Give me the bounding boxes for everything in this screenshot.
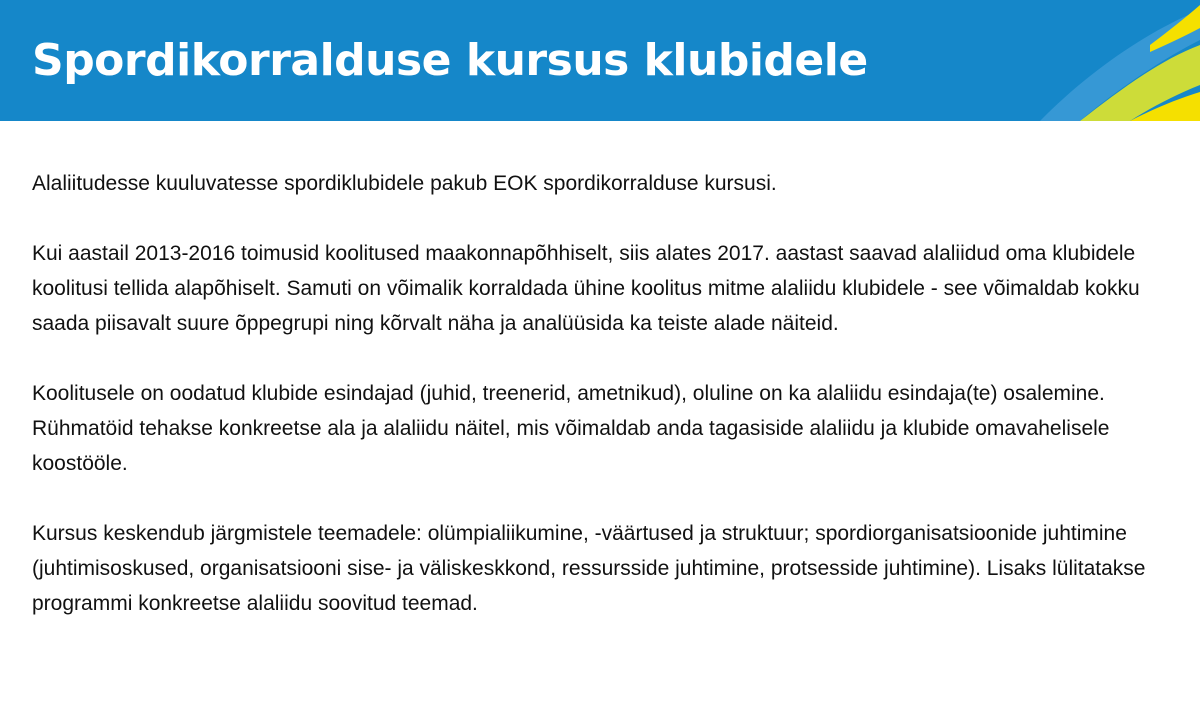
paragraph-history: Kui aastail 2013-2016 toimusid koolitused maakonnapõhhiselt, siis alates 2017. aastast saavad alaliidud oma klubidele koolitusi tellida alapõhiselt. Samuti on võimalik korraldada ühine koolitus mitme alaliidu klubidele - see võimaldab kokku saada piisavalt suure õppegrupi ning kõrvalt näha ja analüüsida ka teiste alade näiteid. [32,242,1140,335]
header-decoration-graphic [1000,0,1200,121]
article-body [32,166,1172,656]
header-banner [0,0,1200,121]
paragraph-intro: Alaliitudesse kuuluvatesse spordiklubidele pakub EOK spordikorralduse kursusi. [32,172,777,195]
paragraph-topics: Kursus keskendub järgmistele teemadele: olümpialiikumine, -väärtused ja struktuur; spordiorganisatsioonide juhtimine (juhtimisoskused, organisatsiooni sise- ja väliskeskkond, ressursside juhtimine, protsesside juhtimine). Lisaks lülitatakse programmi konkreetse alaliidu soovitud teemad. [32,522,1146,615]
page-title: Spordikorralduse kursus klubidele [32,35,868,86]
paragraph-participants: Koolitusele on oodatud klubide esindajad (juhid, treenerid, ametnikud), oluline on ka alaliidu esindaja(te) osalemine. Rühmatöid tehakse konkreetse ala ja alaliidu näitel, mis võimaldab anda tagasiside alaliidu ja klubide omavahelisele koostööle. [32,382,1110,475]
